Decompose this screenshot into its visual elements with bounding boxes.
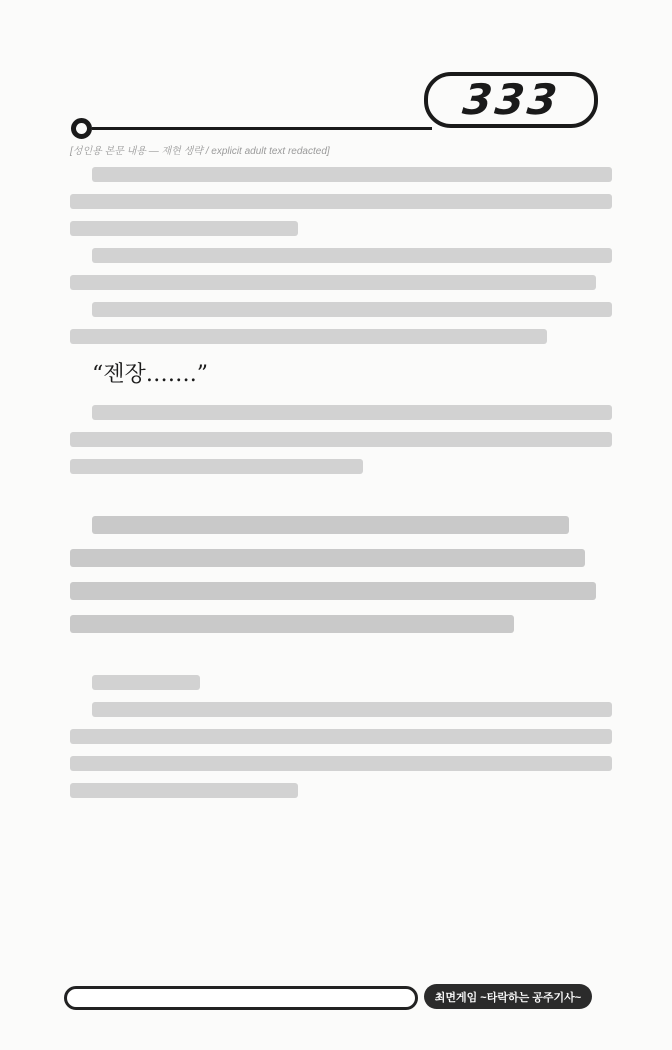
redacted-text-line xyxy=(92,675,200,690)
redacted-text-line xyxy=(92,248,612,263)
redacted-paragraph xyxy=(70,302,612,344)
header-rule xyxy=(92,127,432,130)
redacted-text-line xyxy=(92,516,569,534)
redacted-text-line xyxy=(92,702,612,717)
footer-decoration-bar xyxy=(64,986,418,1010)
redacted-text-line xyxy=(70,459,363,474)
paragraph-text: “젠장…….” xyxy=(92,362,208,387)
redacted-paragraph xyxy=(70,405,612,474)
page-number-badge xyxy=(424,72,598,128)
body-text xyxy=(70,142,612,810)
redacted-text-line xyxy=(70,549,585,567)
rule-end-ring-decoration xyxy=(71,118,92,139)
redacted-text-line xyxy=(92,302,612,317)
redacted-paragraph xyxy=(70,675,612,690)
book-title: 최면게임 ~타락하는 공주기사~ xyxy=(434,991,582,1004)
redacted-dialogue-paragraph xyxy=(70,516,612,633)
redacted-text-line xyxy=(70,194,612,209)
redacted-text-line xyxy=(92,167,612,182)
redacted-text-line xyxy=(70,221,298,236)
redacted-text-line xyxy=(70,783,298,798)
page-number: 333 xyxy=(460,75,562,124)
redacted-text-line xyxy=(70,582,596,600)
redacted-text-line xyxy=(92,405,612,420)
book-title-pill xyxy=(424,984,592,1009)
redacted-text-line xyxy=(70,275,596,290)
redacted-text-line xyxy=(70,432,612,447)
redacted-paragraph xyxy=(70,702,612,798)
redacted-text-line xyxy=(70,729,612,744)
redacted-text-line xyxy=(70,756,612,771)
redacted-text-line xyxy=(70,615,514,633)
redaction-notice: [성인용 본문 내용 — 재현 생략 / explicit adult text redacted] xyxy=(70,146,330,157)
redacted-text-line xyxy=(70,329,547,344)
redacted-paragraph xyxy=(70,167,612,236)
redacted-paragraph xyxy=(70,248,612,290)
